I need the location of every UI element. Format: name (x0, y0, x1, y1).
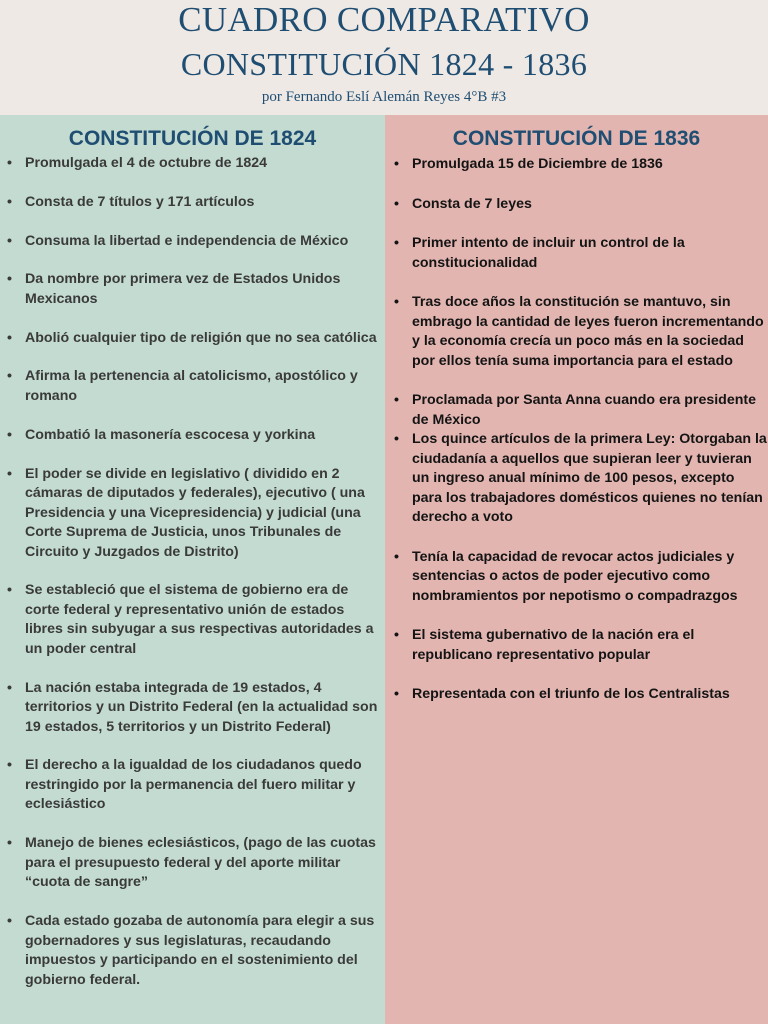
list-item: • Tenía la capacidad de revocar actos judiciales y sentencias o actos de poder ejecutivo como nombramientos por nepotismo o compadrazgos (394, 548, 768, 607)
list-item: • Consuma la libertad e independencia de México (7, 232, 385, 252)
list-item: • El sistema gubernativo de la nación era el republicano representativo popular (394, 626, 768, 665)
list-item: • Los quince artículos de la primera Ley: Otorgaban la ciudadanía a aquellos que supieran leer y tuvieran un ingreso anual mínimo de 100 pesos, excepto para los trabajadores domésticos quienes no tenían derecho a voto (394, 430, 768, 528)
list-item: • Primer intento de incluir un control de la constitucionalidad (394, 234, 768, 273)
list-item: • Manejo de bienes eclesiásticos, (pago de las cuotas para el presupuesto federal y del aporte militar “cuota de sangre” (7, 834, 385, 893)
column-1836 (385, 115, 768, 1024)
list-item: • Representada con el triunfo de los Centralistas (394, 685, 768, 705)
list-item: • Promulgada el 4 de octubre de 1824 (7, 154, 385, 174)
list-item: • Afirma la pertenencia al catolicismo, apostólico y romano (7, 367, 385, 406)
list-1824 (7, 154, 385, 990)
list-item: • Promulgada 15 de Diciembre de 1836 (394, 155, 768, 175)
list-item: • Combatió la masonería escocesa y yorkina (7, 426, 385, 446)
list-item: • Consta de 7 leyes (394, 195, 768, 215)
list-item: • Cada estado gozaba de autonomía para elegir a sus gobernadores y sus legislaturas, recaudando impuestos y participando en el sostenimiento del gobierno federal. (7, 912, 385, 990)
column-heading-1824: CONSTITUCIÓN DE 1824 (68, 127, 317, 150)
list-item: • Proclamada por Santa Anna cuando era presidente de México (394, 391, 768, 430)
document-title: CUADRO COMPARATIVO (178, 0, 590, 39)
list-1836 (394, 155, 768, 705)
list-item: • Se estableció que el sistema de gobierno era de corte federal y representativo unión de estados libres sin subyugar a sus respectivas autoridades a un poder central (7, 581, 385, 659)
list-item: • Da nombre por primera vez de Estados Unidos Mexicanos (7, 270, 385, 309)
list-item: • Tras doce años la constitución se mantuvo, sin embrago la cantidad de leyes fueron incrementando y la economía crecía un poco más en la sociedad por ellos tenía suma importancia para el estado (394, 293, 768, 371)
list-item: • Abolió cualquier tipo de religión que no sea católica (7, 329, 385, 349)
column-1824 (0, 115, 385, 1024)
list-item: • El derecho a la igualdad de los ciudadanos quedo restringido por la permanencia del fuero militar y eclesiástico (7, 756, 385, 815)
document-subtitle: CONSTITUCIÓN 1824 - 1836 (180, 46, 588, 82)
list-item: • La nación estaba integrada de 19 estados, 4 territorios y un Distrito Federal (en la actualidad son 19 estados, 5 territorios y un Distrito Federal) (7, 679, 385, 738)
author-byline: por Fernando Eslí Alemán Reyes 4°B #3 (261, 89, 507, 105)
column-heading-1836: CONSTITUCIÓN DE 1836 (452, 127, 701, 150)
list-item: • Consta de 7 títulos y 171 artículos (7, 193, 385, 213)
list-item: • El poder se divide en legislativo ( dividido en 2 cámaras de diputados y federales), ejecutivo ( una Presidencia y una Vicepresidencia) y judicial (una Corte Suprema de Justicia, unos Tribunales de Circuito y Juzgados de Distrito) (7, 465, 385, 563)
document-header (0, 0, 768, 115)
